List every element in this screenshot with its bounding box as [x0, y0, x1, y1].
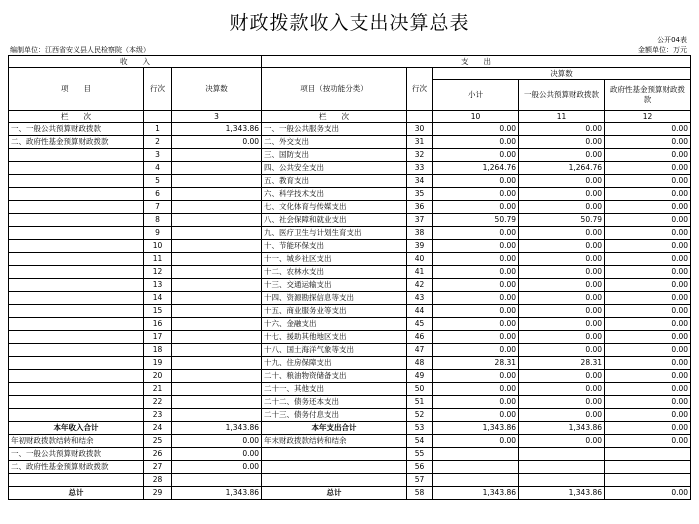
- table-row: [9, 227, 691, 240]
- subtotal-cell: 0.00: [433, 279, 519, 292]
- income-line-cell: 5: [144, 175, 172, 188]
- income-item-cell: [9, 188, 144, 201]
- table-row: [9, 123, 691, 136]
- org-unit: 编制单位：江西省安义县人民检察院（本级）: [10, 46, 150, 54]
- general-budget-cell: 0.00: [519, 409, 605, 422]
- expense-item-cell: 二十二、债务还本支出: [262, 396, 407, 409]
- income-amount-cell: [172, 396, 262, 409]
- income-item-cell: [9, 357, 144, 370]
- table-row: [9, 344, 691, 357]
- income-line-cell: 7: [144, 201, 172, 214]
- general-budget-cell: 0.00: [519, 318, 605, 331]
- income-item-cell: 本年收入合计: [9, 422, 144, 435]
- gov-fund-cell: 0.00: [605, 435, 691, 448]
- income-line-cell: 1: [144, 123, 172, 136]
- subtotal-cell: 0.00: [433, 123, 519, 136]
- income-amount-cell: 1,343.86: [172, 487, 262, 500]
- income-amount-cell: [172, 201, 262, 214]
- income-amount-cell: [172, 474, 262, 487]
- gov-fund-cell: 0.00: [605, 253, 691, 266]
- income-line-cell: 25: [144, 435, 172, 448]
- general-budget-cell: 0.00: [519, 227, 605, 240]
- income-amount-cell: 0.00: [172, 435, 262, 448]
- general-budget-cell: [519, 448, 605, 461]
- expense-item-header: 项目（按功能分类）: [262, 68, 407, 111]
- income-amount-cell: [172, 214, 262, 227]
- general-budget-cell: 0.00: [519, 136, 605, 149]
- expense-line-cell: 50: [407, 383, 433, 396]
- expense-line-cell: 41: [407, 266, 433, 279]
- expense-item-cell: 十、节能环保支出: [262, 240, 407, 253]
- expense-line-cell: 38: [407, 227, 433, 240]
- income-item-cell: [9, 149, 144, 162]
- general-budget-cell: 0.00: [519, 396, 605, 409]
- expense-item-cell: 三、国防支出: [262, 149, 407, 162]
- table-row: [9, 292, 691, 305]
- expense-line-cell: 53: [407, 422, 433, 435]
- expense-item-cell: [262, 448, 407, 461]
- income-item-cell: [9, 201, 144, 214]
- income-line-cell: 12: [144, 266, 172, 279]
- subtotal-cell: 0.00: [433, 344, 519, 357]
- subtotal-cell: 0.00: [433, 175, 519, 188]
- general-budget-cell: 0.00: [519, 383, 605, 396]
- table-row: [9, 188, 691, 201]
- table-row: [9, 370, 691, 383]
- subtotal-cell: 0.00: [433, 136, 519, 149]
- table-row: [9, 266, 691, 279]
- final-accounts-table: [8, 55, 691, 500]
- income-line-cell: 27: [144, 461, 172, 474]
- income-line-cell: 3: [144, 149, 172, 162]
- income-amount-cell: [172, 409, 262, 422]
- income-item-cell: [9, 253, 144, 266]
- income-amount-cell: [172, 149, 262, 162]
- expense-item-cell: [262, 474, 407, 487]
- income-amount-cell: [172, 357, 262, 370]
- expense-line-cell: 45: [407, 318, 433, 331]
- income-amount-cell: [172, 175, 262, 188]
- table-row: [9, 331, 691, 344]
- income-line-cell: 6: [144, 188, 172, 201]
- subtotal-cell: 1,264.76: [433, 162, 519, 175]
- expense-line-cell: 34: [407, 175, 433, 188]
- income-amount-cell: 1,343.86: [172, 422, 262, 435]
- gov-fund-cell: 0.00: [605, 292, 691, 305]
- expense-line-cell: 32: [407, 149, 433, 162]
- income-item-cell: 一、一般公共预算财政拨款: [9, 123, 144, 136]
- income-line-cell: 16: [144, 318, 172, 331]
- expense-line-cell: 40: [407, 253, 433, 266]
- expense-line-cell: 55: [407, 448, 433, 461]
- general-budget-cell: 1,264.76: [519, 162, 605, 175]
- col-3-label: 3: [172, 111, 262, 123]
- subtotal-cell: 0.00: [433, 201, 519, 214]
- income-item-cell: [9, 370, 144, 383]
- table-row: [9, 461, 691, 474]
- income-line-cell: 14: [144, 292, 172, 305]
- table-row: [9, 435, 691, 448]
- expense-item-cell: 二十三、债务付息支出: [262, 409, 407, 422]
- subtotal-cell: [433, 448, 519, 461]
- expense-header: 支 出: [262, 56, 691, 68]
- general-budget-cell: 0.00: [519, 240, 605, 253]
- expense-line-cell: 46: [407, 331, 433, 344]
- subtotal-cell: 50.79: [433, 214, 519, 227]
- income-amount-cell: [172, 370, 262, 383]
- income-amount-cell: [172, 240, 262, 253]
- general-budget-cell: [519, 461, 605, 474]
- table-row: [9, 318, 691, 331]
- general-budget-cell: 1,343.86: [519, 422, 605, 435]
- general-budget-cell: 0.00: [519, 201, 605, 214]
- income-item-cell: [9, 240, 144, 253]
- table-row: [9, 409, 691, 422]
- subtotal-cell: 0.00: [433, 188, 519, 201]
- expense-item-cell: 十六、金融支出: [262, 318, 407, 331]
- general-budget-cell: 0.00: [519, 305, 605, 318]
- income-item-header: 项 目: [9, 68, 144, 111]
- expense-item-cell: 二十一、其他支出: [262, 383, 407, 396]
- expense-amount-header: 决算数: [433, 68, 691, 80]
- expense-line-cell: 33: [407, 162, 433, 175]
- income-item-cell: 二、政府性基金预算财政拨款: [9, 461, 144, 474]
- expense-item-cell: 总计: [262, 487, 407, 500]
- expense-line-cell: 56: [407, 461, 433, 474]
- expense-line-cell: 52: [407, 409, 433, 422]
- table-row: [9, 149, 691, 162]
- table-row: [9, 487, 691, 500]
- general-budget-cell: 0.00: [519, 253, 605, 266]
- subtotal-cell: 0.00: [433, 318, 519, 331]
- gov-fund-cell: 0.00: [605, 162, 691, 175]
- income-line-cell: 24: [144, 422, 172, 435]
- subtotal-cell: 0.00: [433, 227, 519, 240]
- income-item-cell: [9, 175, 144, 188]
- gov-fund-cell: 0.00: [605, 188, 691, 201]
- general-budget-cell: 0.00: [519, 175, 605, 188]
- expense-item-cell: 一、一般公共服务支出: [262, 123, 407, 136]
- income-line-cell: 21: [144, 383, 172, 396]
- report-title: 财政拨款收入支出决算总表: [229, 12, 470, 34]
- expense-item-cell: 十七、援助其他地区支出: [262, 331, 407, 344]
- income-item-cell: 二、政府性基金预算财政拨款: [9, 136, 144, 149]
- expense-item-cell: 十三、交通运输支出: [262, 279, 407, 292]
- gov-fund-cell: 0.00: [605, 201, 691, 214]
- income-item-cell: [9, 214, 144, 227]
- income-item-cell: 年初财政拨款结转和结余: [9, 435, 144, 448]
- gov-fund-cell: 0.00: [605, 214, 691, 227]
- expense-item-cell: 九、医疗卫生与计划生育支出: [262, 227, 407, 240]
- expense-column-label: 栏 次: [262, 111, 407, 123]
- gov-fund-cell: 0.00: [605, 266, 691, 279]
- subtotal-cell: 0.00: [433, 409, 519, 422]
- table-row: [9, 240, 691, 253]
- income-line-header: 行次: [144, 68, 172, 111]
- expense-item-cell: 六、科学技术支出: [262, 188, 407, 201]
- income-item-cell: [9, 474, 144, 487]
- expense-item-cell: 十二、农林水支出: [262, 266, 407, 279]
- subtotal-cell: 0.00: [433, 292, 519, 305]
- gov-fund-cell: 0.00: [605, 149, 691, 162]
- expense-item-cell: 四、公共安全支出: [262, 162, 407, 175]
- income-amount-cell: [172, 227, 262, 240]
- expense-item-cell: 年末财政拨款结转和结余: [262, 435, 407, 448]
- expense-item-cell: 二十、粮油物资储备支出: [262, 370, 407, 383]
- income-amount-cell: [172, 253, 262, 266]
- expense-item-cell: 十五、商业服务业等支出: [262, 305, 407, 318]
- general-budget-cell: 28.31: [519, 357, 605, 370]
- income-amount-cell: [172, 279, 262, 292]
- table-row: [9, 175, 691, 188]
- income-line-cell: 23: [144, 409, 172, 422]
- gov-fund-cell: 0.00: [605, 357, 691, 370]
- table-row: [9, 448, 691, 461]
- income-line-cell: 15: [144, 305, 172, 318]
- subtotal-cell: 0.00: [433, 383, 519, 396]
- table-row: [9, 396, 691, 409]
- income-line-cell: 22: [144, 396, 172, 409]
- general-budget-cell: 0.00: [519, 149, 605, 162]
- income-item-cell: [9, 331, 144, 344]
- income-line-cell: 20: [144, 370, 172, 383]
- general-budget-cell: 50.79: [519, 214, 605, 227]
- income-amount-cell: 0.00: [172, 448, 262, 461]
- income-item-cell: [9, 409, 144, 422]
- income-amount-cell: [172, 318, 262, 331]
- income-amount-cell: [172, 266, 262, 279]
- subtotal-cell: 0.00: [433, 253, 519, 266]
- expense-line-cell: 31: [407, 136, 433, 149]
- expense-line-cell: 35: [407, 188, 433, 201]
- income-amount-cell: [172, 331, 262, 344]
- gov-fund-cell: 0.00: [605, 240, 691, 253]
- gov-fund-cell: 0.00: [605, 409, 691, 422]
- gov-fund-cell: [605, 448, 691, 461]
- general-budget-cell: 1,343.86: [519, 487, 605, 500]
- income-line-cell: 26: [144, 448, 172, 461]
- general-budget-cell: 0.00: [519, 331, 605, 344]
- income-line-cell: 8: [144, 214, 172, 227]
- gov-fund-cell: 0.00: [605, 136, 691, 149]
- col-10-label: 10: [433, 111, 519, 123]
- gov-fund-cell: 0.00: [605, 305, 691, 318]
- expense-item-cell: 十一、城乡社区支出: [262, 253, 407, 266]
- income-amount-cell: [172, 344, 262, 357]
- expense-item-cell: 八、社会保障和就业支出: [262, 214, 407, 227]
- general-budget-cell: 0.00: [519, 292, 605, 305]
- general-budget-cell: 0.00: [519, 370, 605, 383]
- table-row: [9, 422, 691, 435]
- form-code: 公开04表: [657, 36, 687, 44]
- subtotal-cell: 0.00: [433, 149, 519, 162]
- gov-fund-cell: 0.00: [605, 331, 691, 344]
- expense-line-cell: 44: [407, 305, 433, 318]
- gov-fund-cell: 0.00: [605, 344, 691, 357]
- subtotal-cell: 0.00: [433, 305, 519, 318]
- income-line-cell: 9: [144, 227, 172, 240]
- subtotal-cell: 28.31: [433, 357, 519, 370]
- money-unit: 金额单位：万元: [638, 46, 687, 54]
- subtotal-cell: 0.00: [433, 396, 519, 409]
- income-amount-cell: 0.00: [172, 461, 262, 474]
- gov-fund-cell: 0.00: [605, 227, 691, 240]
- subtotal-cell: 1,343.86: [433, 422, 519, 435]
- expense-item-cell: 十四、资源勘探信息等支出: [262, 292, 407, 305]
- subtotal-cell: 0.00: [433, 331, 519, 344]
- expense-line-cell: 30: [407, 123, 433, 136]
- expense-line-cell: 51: [407, 396, 433, 409]
- gov-fund-cell: [605, 474, 691, 487]
- subtotal-cell: 0.00: [433, 266, 519, 279]
- table-row: [9, 383, 691, 396]
- income-item-cell: [9, 383, 144, 396]
- col-11-label: 11: [519, 111, 605, 123]
- table-row: [9, 474, 691, 487]
- income-item-cell: [9, 266, 144, 279]
- gov-fund-cell: 0.00: [605, 370, 691, 383]
- income-amount-cell: [172, 383, 262, 396]
- expense-item-cell: 七、文化体育与传媒支出: [262, 201, 407, 214]
- income-item-cell: [9, 227, 144, 240]
- income-line-cell: 13: [144, 279, 172, 292]
- gov-fund-header: 政府性基金预算财政拨款: [605, 80, 691, 111]
- subtotal-cell: 0.00: [433, 240, 519, 253]
- expense-line-cell: 48: [407, 357, 433, 370]
- expense-line-cell: 36: [407, 201, 433, 214]
- income-item-cell: 一、一般公共预算财政拨款: [9, 448, 144, 461]
- expense-item-cell: 二、外交支出: [262, 136, 407, 149]
- expense-item-cell: 五、教育支出: [262, 175, 407, 188]
- general-budget-cell: [519, 474, 605, 487]
- income-line-cell: 19: [144, 357, 172, 370]
- income-line-cell: 4: [144, 162, 172, 175]
- general-budget-cell: 0.00: [519, 435, 605, 448]
- income-item-cell: [9, 318, 144, 331]
- expense-line-cell: 49: [407, 370, 433, 383]
- expense-line-cell: 54: [407, 435, 433, 448]
- table-row: [9, 305, 691, 318]
- gov-fund-cell: 0.00: [605, 383, 691, 396]
- subtotal-cell: [433, 474, 519, 487]
- expense-line-cell: 42: [407, 279, 433, 292]
- gov-fund-cell: 0.00: [605, 318, 691, 331]
- gov-fund-cell: 0.00: [605, 422, 691, 435]
- table-row: [9, 357, 691, 370]
- expense-item-cell: 十八、国土海洋气象等支出: [262, 344, 407, 357]
- subtotal-cell: [433, 461, 519, 474]
- table-row: [9, 214, 691, 227]
- expense-line-cell: 47: [407, 344, 433, 357]
- expense-line-header: 行次: [407, 68, 433, 111]
- general-budget-cell: 0.00: [519, 266, 605, 279]
- income-item-cell: [9, 396, 144, 409]
- general-budget-cell: 0.00: [519, 344, 605, 357]
- table-row: [9, 201, 691, 214]
- income-line-cell: 18: [144, 344, 172, 357]
- table-row: [9, 136, 691, 149]
- table-row: [9, 279, 691, 292]
- income-line-cell: 28: [144, 474, 172, 487]
- expense-line-cell: 37: [407, 214, 433, 227]
- expense-line-cell: 39: [407, 240, 433, 253]
- income-line-cell: 2: [144, 136, 172, 149]
- col-12-label: 12: [605, 111, 691, 123]
- income-item-cell: [9, 279, 144, 292]
- table-row: [9, 253, 691, 266]
- gov-fund-cell: [605, 461, 691, 474]
- subtotal-cell: 1,343.86: [433, 487, 519, 500]
- general-budget-header: 一般公共预算财政拨款: [519, 80, 605, 111]
- general-budget-cell: 0.00: [519, 123, 605, 136]
- income-line-cell: 29: [144, 487, 172, 500]
- gov-fund-cell: 0.00: [605, 279, 691, 292]
- general-budget-cell: 0.00: [519, 188, 605, 201]
- income-item-cell: 总计: [9, 487, 144, 500]
- income-item-cell: [9, 162, 144, 175]
- expense-line-cell: 43: [407, 292, 433, 305]
- income-amount-cell: [172, 188, 262, 201]
- gov-fund-cell: 0.00: [605, 487, 691, 500]
- income-header: 收 入: [9, 56, 262, 68]
- general-budget-cell: 0.00: [519, 279, 605, 292]
- subtotal-cell: 0.00: [433, 370, 519, 383]
- income-column-label: 栏 次: [9, 111, 144, 123]
- income-amount-cell: [172, 292, 262, 305]
- expense-line-cell: 58: [407, 487, 433, 500]
- expense-item-cell: 本年支出合计: [262, 422, 407, 435]
- income-item-cell: [9, 344, 144, 357]
- gov-fund-cell: 0.00: [605, 396, 691, 409]
- income-line-cell: 10: [144, 240, 172, 253]
- income-amount-cell: [172, 162, 262, 175]
- subtotal-header: 小计: [433, 80, 519, 111]
- income-item-cell: [9, 305, 144, 318]
- income-amount-header: 决算数: [172, 68, 262, 111]
- table-row: [9, 162, 691, 175]
- income-amount-cell: [172, 305, 262, 318]
- gov-fund-cell: 0.00: [605, 123, 691, 136]
- subtotal-cell: 0.00: [433, 435, 519, 448]
- expense-item-cell: [262, 461, 407, 474]
- income-amount-cell: 0.00: [172, 136, 262, 149]
- income-amount-cell: 1,343.86: [172, 123, 262, 136]
- income-line-cell: 11: [144, 253, 172, 266]
- income-line-cell: 17: [144, 331, 172, 344]
- expense-item-cell: 十九、住房保障支出: [262, 357, 407, 370]
- expense-line-cell: 57: [407, 474, 433, 487]
- income-item-cell: [9, 292, 144, 305]
- gov-fund-cell: 0.00: [605, 175, 691, 188]
